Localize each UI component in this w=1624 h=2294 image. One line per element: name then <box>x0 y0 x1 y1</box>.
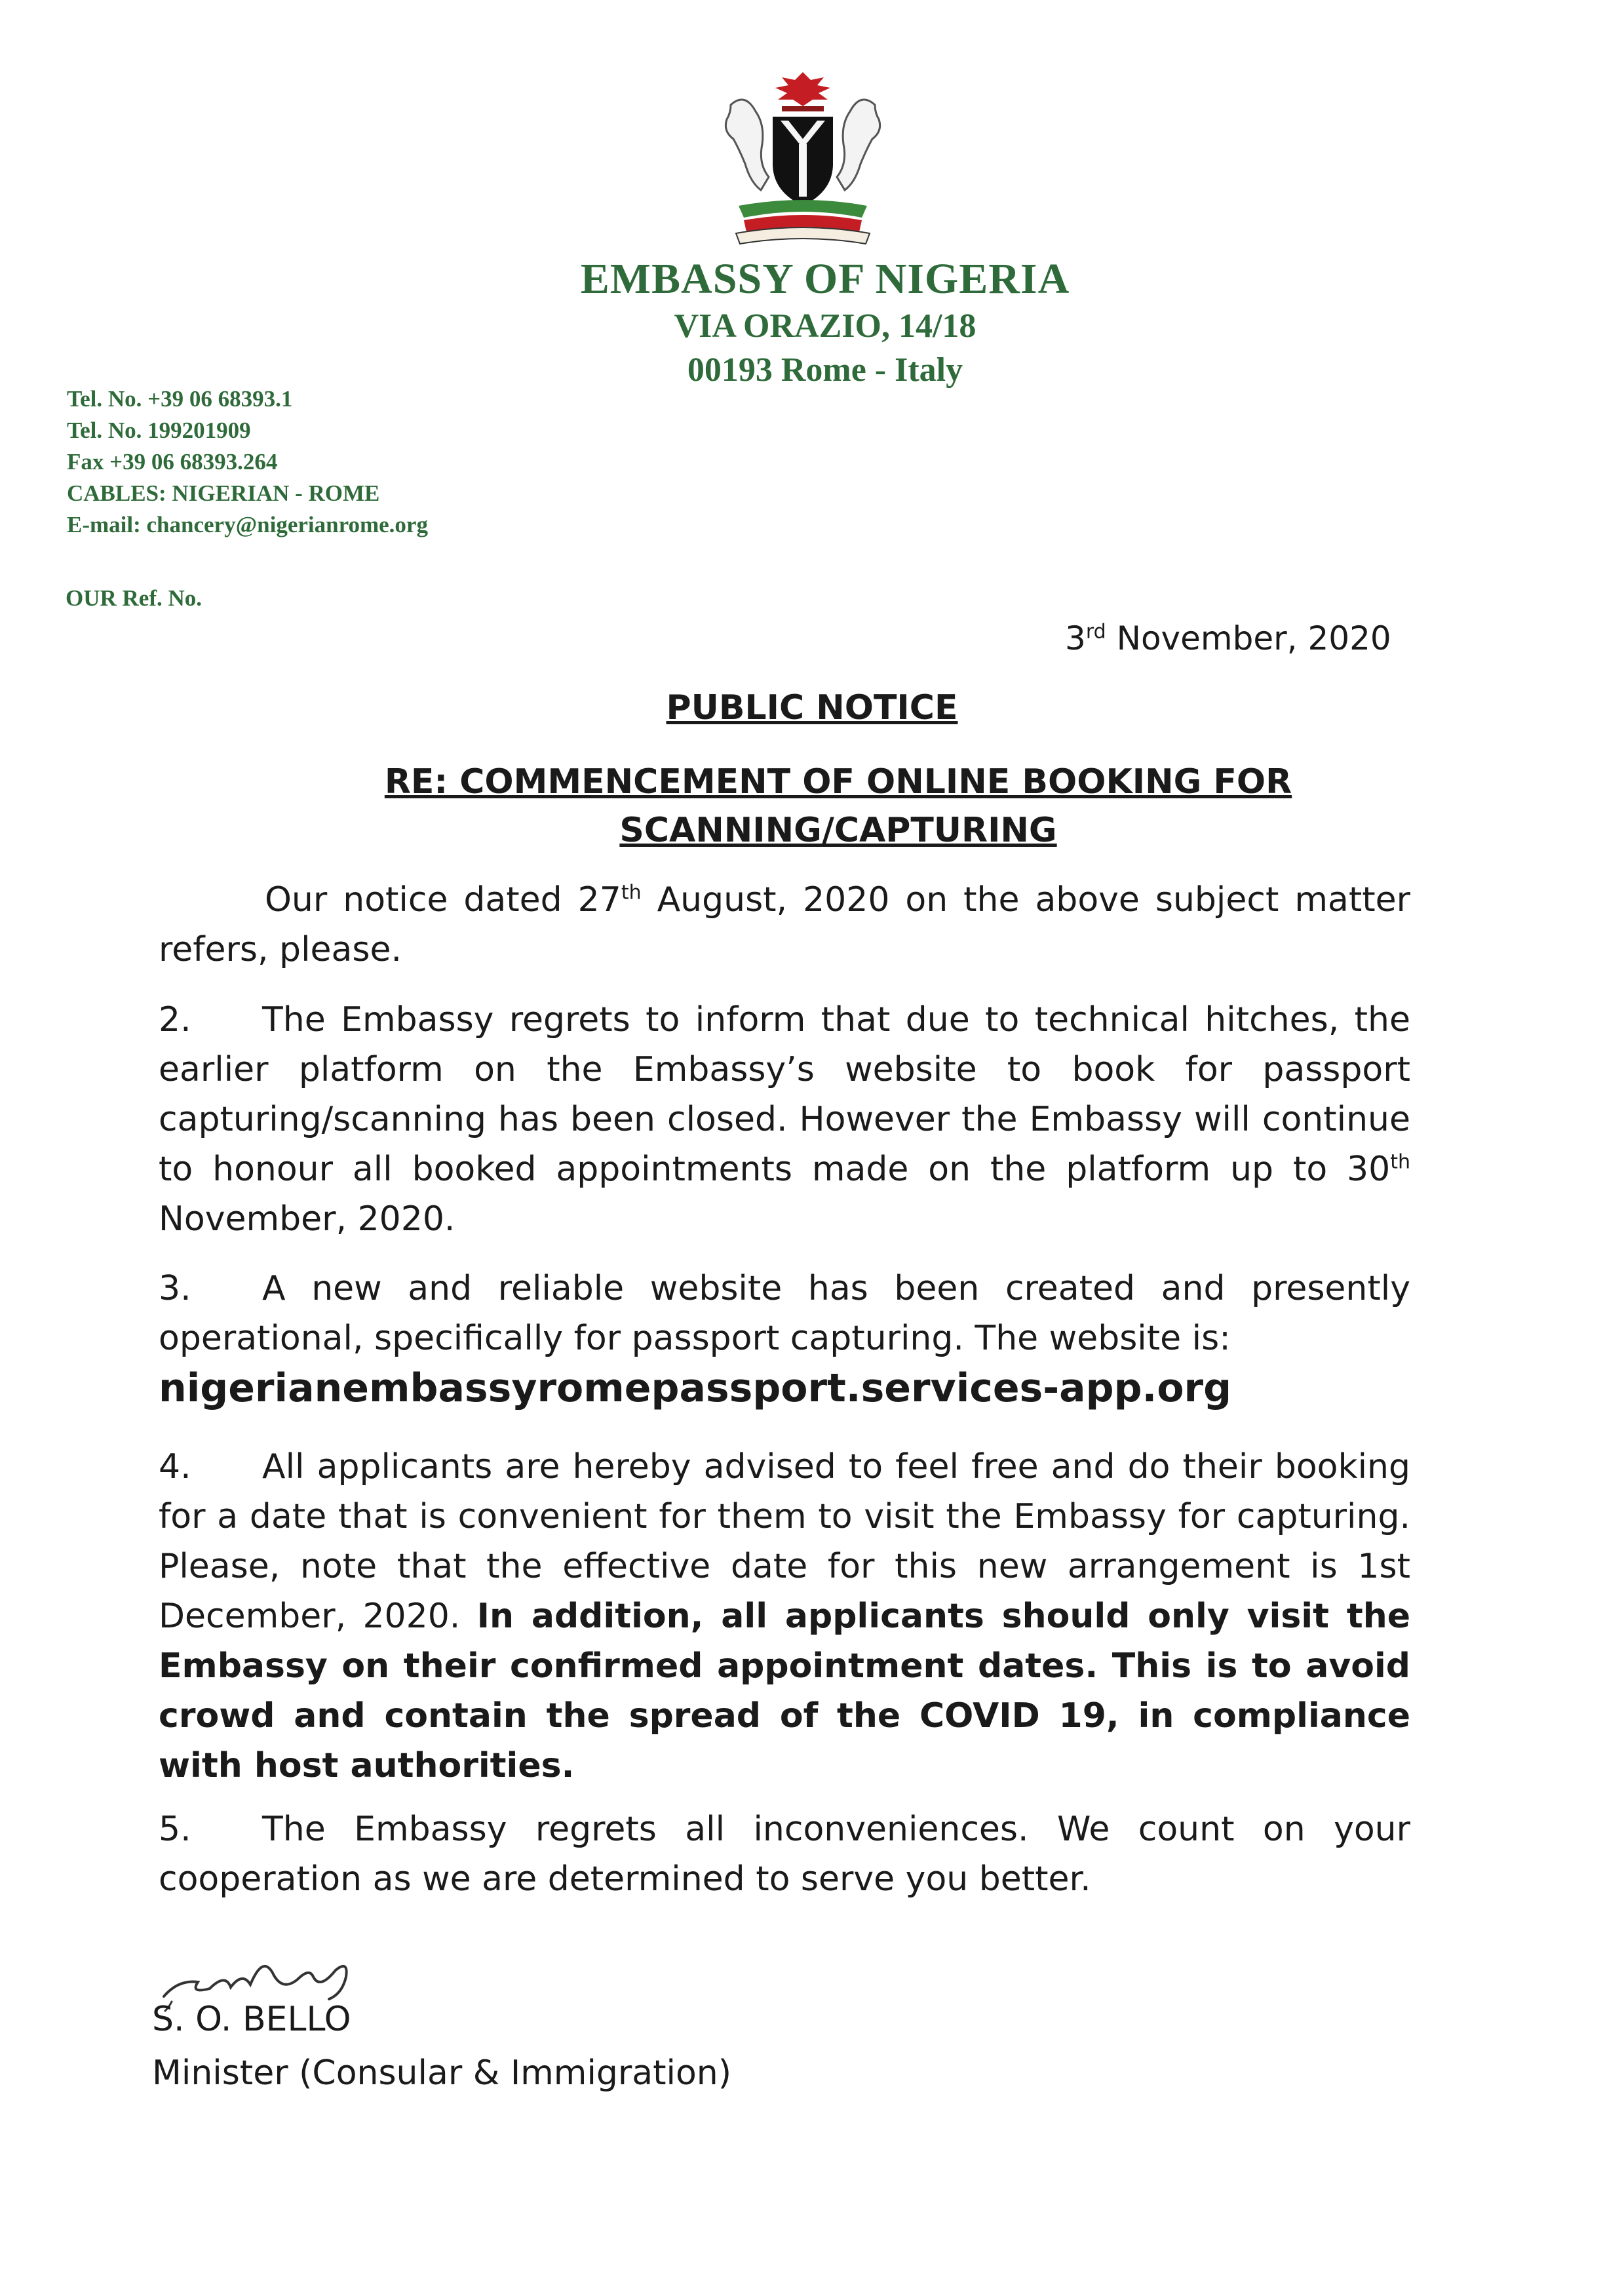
p2-text-before: The Embassy regrets to inform that due to technical hitches, the earlier platform on the Embassy’s website to book for passport capturing/scanning has been closed. However the Embassy will continue to honour all booked appointments made on the platform up to 30 <box>159 1000 1410 1189</box>
p1-sup: th <box>621 881 642 904</box>
p4-bold-text: In addition, all applicants should only visit the Embassy on their confirmed appointment dates. This is to avoid crowd and contain the spread of the COVID 19, in compliance with host authorities. <box>159 1597 1410 1785</box>
paragraph-1 <box>159 875 1410 975</box>
contact-cables: CABLES: NIGERIAN - ROME <box>67 480 380 506</box>
address-line-1: VIA ORAZIO, 14/18 <box>674 307 976 345</box>
paragraph-5 <box>159 1804 1410 1904</box>
p4-text: All applicants are hereby advised to feel free and do their booking for a date that is convenient for them to visit the Embassy for capturing. Please, note that the effective date for this new arrangement is 1st December, 2020. <box>159 1447 1410 1636</box>
coat-of-arms-icon <box>705 66 901 249</box>
contact-fax: Fax +39 06 68393.264 <box>67 449 278 475</box>
signer-name: S. O. BELLO <box>152 2000 351 2039</box>
p5-text: The Embassy regrets all inconveniences. We count on your cooperation as we are determined to serve you better. <box>159 1810 1410 1899</box>
p3-text: A new and reliable website has been created and presently operational, specifically for passport capturing. The website is: <box>159 1269 1410 1358</box>
paragraph-number: 5. <box>159 1810 191 1849</box>
embassy-name: EMBASSY OF NIGERIA <box>580 255 1070 303</box>
contact-block <box>67 383 428 541</box>
signer-block <box>152 1993 731 2100</box>
p2-text-after: November, 2020. <box>159 1199 455 1239</box>
paragraph-2 <box>159 995 1410 1244</box>
paragraph-4 <box>159 1442 1410 1791</box>
contact-tel-1: Tel. No. +39 06 68393.1 <box>67 386 293 412</box>
p2-sup: th <box>1390 1150 1410 1174</box>
date-day: 3 <box>1065 619 1086 657</box>
paragraph-3 <box>159 1264 1410 1415</box>
notice-title: PUBLIC NOTICE <box>666 688 958 728</box>
contact-tel-2: Tel. No. 199201909 <box>67 418 251 443</box>
address-line-2: 00193 Rome - Italy <box>687 351 963 389</box>
letter-date <box>1065 619 1391 657</box>
notice-subject-line-2: SCANNING/CAPTURING <box>619 811 1057 850</box>
paragraph-number: 2. <box>159 1000 191 1040</box>
paragraph-number: 3. <box>159 1269 191 1308</box>
date-rest: November, 2020 <box>1106 619 1391 657</box>
reference-label: OUR Ref. No. <box>66 585 203 611</box>
booking-website: nigerianembassyromepassport.services-app.org <box>159 1365 1232 1411</box>
contact-email: E-mail: chancery@nigerianrome.org <box>67 512 428 537</box>
paragraph-number: 4. <box>159 1447 191 1487</box>
signer-title: Minister (Consular & Immigration) <box>152 2053 732 2093</box>
date-suffix: rd <box>1085 620 1106 644</box>
p1-text-after: August, 2020 on the above subject matter refers, please. <box>159 880 1410 969</box>
notice-subject-line-1: RE: COMMENCEMENT OF ONLINE BOOKING FOR <box>384 762 1292 802</box>
p1-text-before: Our notice dated 27 <box>265 880 621 920</box>
